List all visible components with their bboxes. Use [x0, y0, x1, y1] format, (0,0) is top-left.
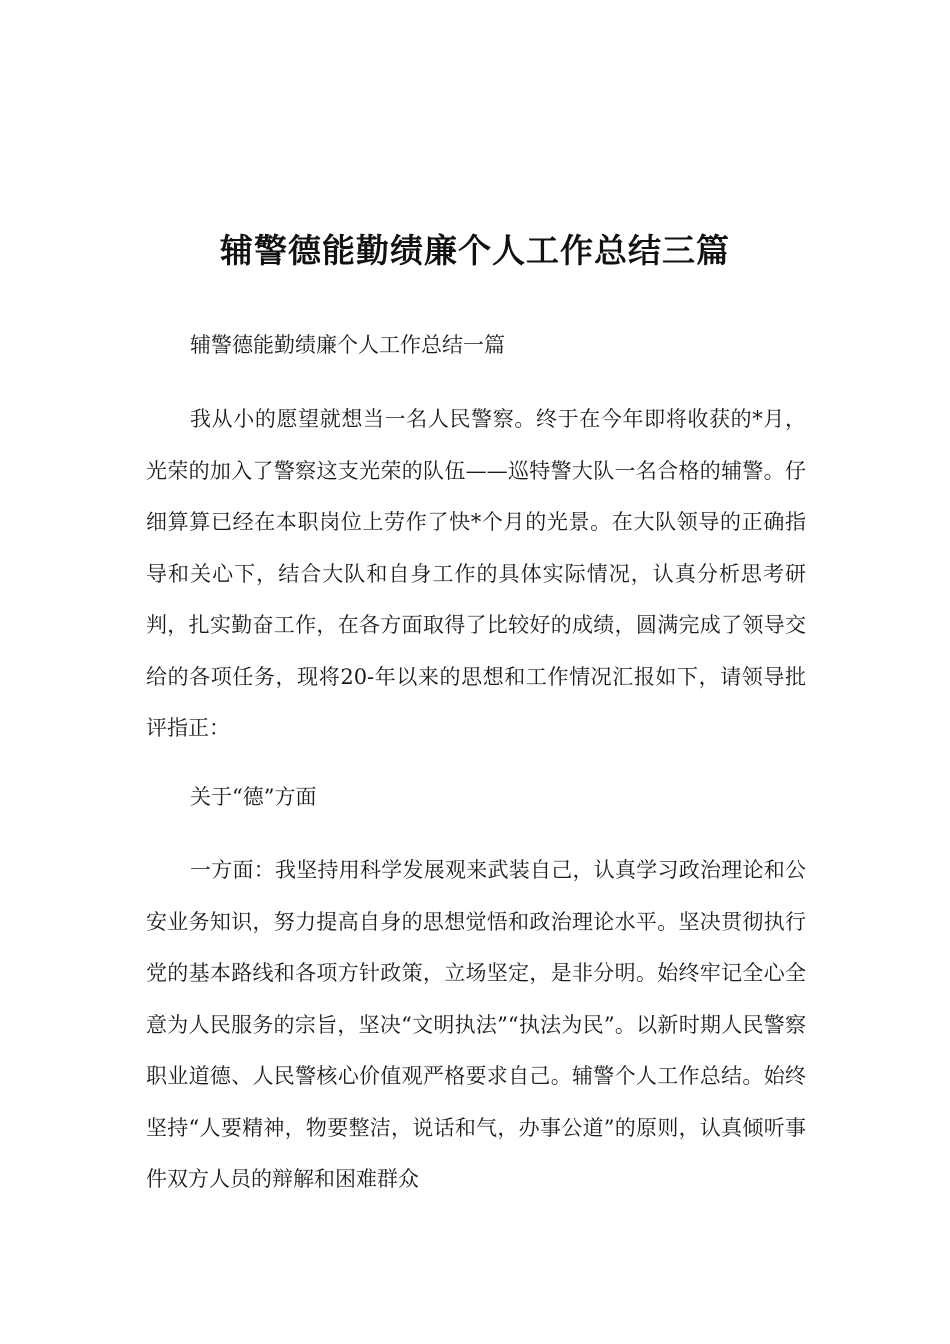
paragraph-block-2 [146, 845, 806, 1206]
document-title: 辅警德能勤绩廉个人工作总结三篇 [220, 231, 730, 270]
paragraph-1: 我从小的愿望就想当一名人民警察。终于在今年即将收获的*月，光荣的加入了警察这支光荣的队伍——巡特警大队一名合格的辅警。仔细算算已经在本职岗位上劳作了快*个月的光景。在大队领导的正确指导和关心下，结合大队和自身工作的具体实际情况，认真分析思考研判，扎实勤奋工作，在各方面取得了比较好的成绩，圆满完成了领导交给的各项任务，现将20-年以来的思想和工作情况汇报如下，请领导批评指正： [146, 407, 806, 740]
paragraph-2: 一方面：我坚持用科学发展观来武装自己，认真学习政治理论和公安业务知识，努力提高自身的思想觉悟和政治理论水平。坚决贯彻执行党的基本路线和各项方针政策，立场坚定，是非分明。始终牢记全心全意为人民服务的宗旨，坚决“文明执法”“执法为民”。以新时期人民警察职业道德、人民警核心价值观严格要求自己。辅警个人工作总结。始终坚持“人要精神，物要整洁，说话和气，办事公道”的原则，认真倾听事件双方人员的辩解和困难群众 [146, 858, 806, 1191]
subtitle-block [146, 320, 806, 372]
paragraph-block-1 [146, 394, 806, 755]
section-heading: 关于“德”方面 [190, 785, 317, 809]
subtitle: 辅警德能勤绩廉个人工作总结一篇 [190, 333, 505, 357]
section-heading-block [146, 772, 806, 824]
